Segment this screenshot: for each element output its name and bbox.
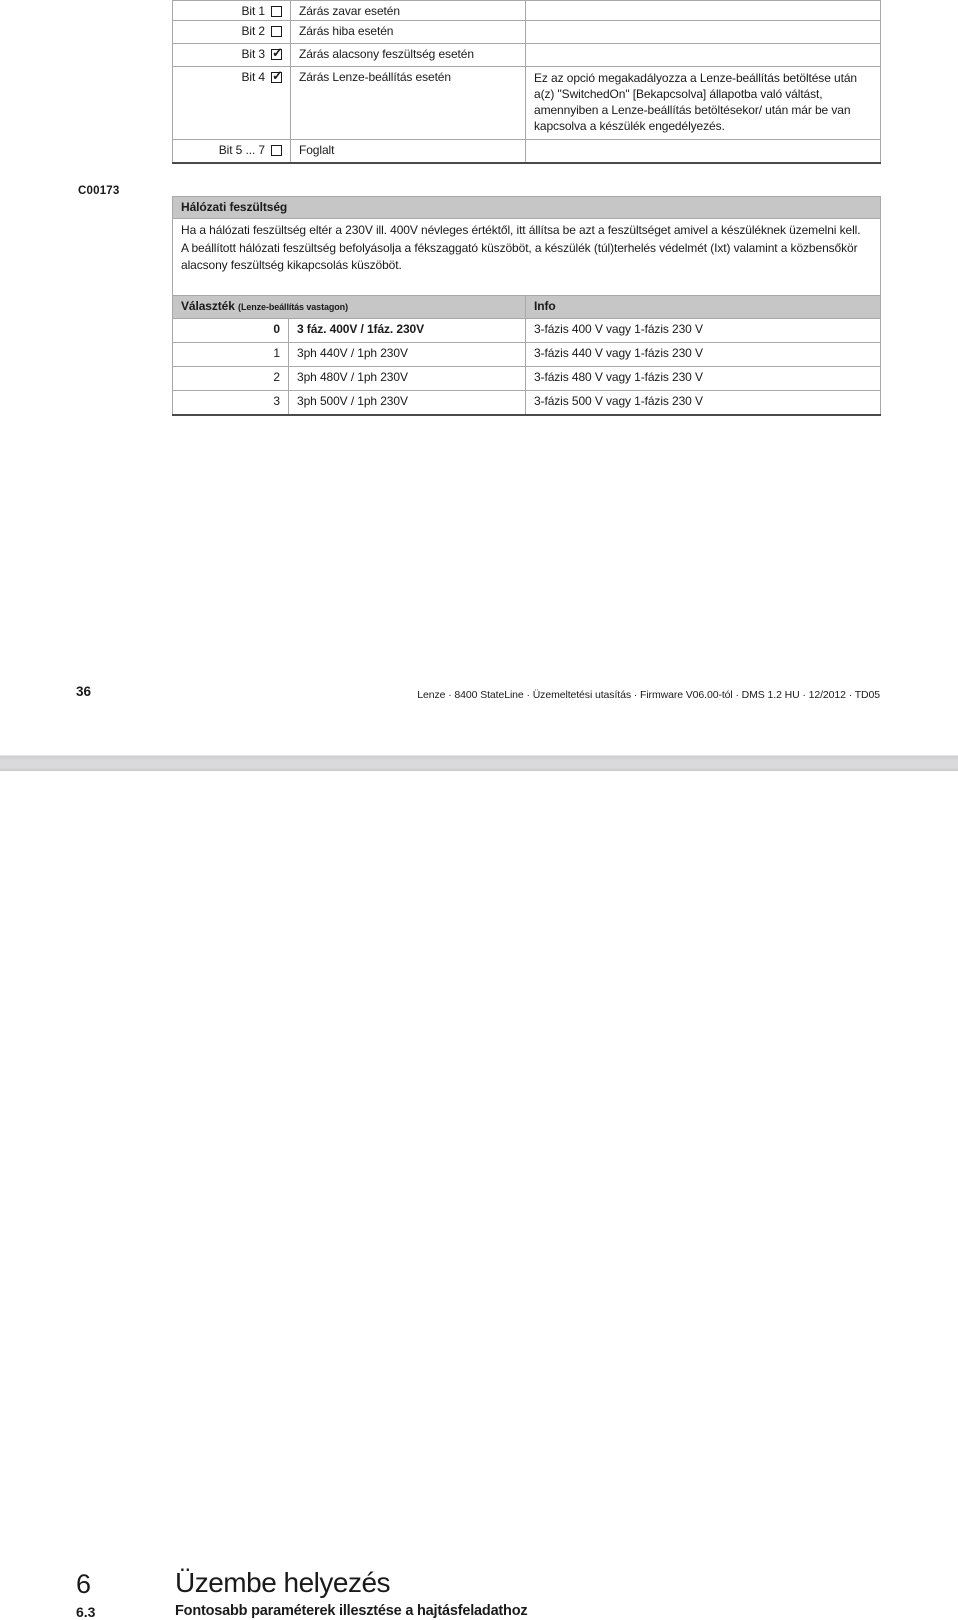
- table-description-row: [173, 219, 881, 296]
- checkbox-unchecked-icon: [271, 145, 282, 156]
- table-row: [173, 391, 881, 415]
- table-header-row: [173, 296, 881, 319]
- document-page-next: [0, 771, 958, 1620]
- column-header-note: (Lenze-beállítás vastagon): [238, 302, 348, 312]
- bit-label: Bit 5 ... 7: [218, 143, 265, 157]
- bit-info: Ez az opció megakadályozza a Lenze-beállítás betöltése után a(z) "SwitchedOn" [Bekapcsolva] állapotba való váltást, amennyiben a Lenze-beállítás betöltésekor/ után már be van kapcsolva a készülék engedélyezés.: [526, 67, 881, 140]
- checkbox-checked-icon: ✓: [272, 44, 283, 60]
- bit-label: Bit 2: [241, 24, 265, 38]
- bit-description: Zárás hiba esetén: [291, 21, 526, 44]
- table-row: [173, 67, 881, 140]
- bit-options-table: [172, 0, 881, 164]
- page-gap-separator: [0, 755, 958, 771]
- document-page-36: [0, 0, 958, 755]
- section-title: Fontosabb paraméterek illesztése a hajtásfeladathoz: [175, 1603, 528, 1619]
- choice-info: 3-fázis 480 V vagy 1-fázis 230 V: [526, 367, 881, 391]
- choice-text: 3ph 500V / 1ph 230V: [289, 391, 526, 415]
- table-row: [173, 367, 881, 391]
- table-row: [173, 1, 881, 21]
- checkbox-checked-icon: ✓: [272, 67, 283, 83]
- bit-info: [526, 44, 881, 67]
- choice-value: 3: [173, 391, 289, 415]
- bit-info: [526, 21, 881, 44]
- parameter-code-label: C00173: [78, 185, 120, 197]
- table-row: [173, 44, 881, 67]
- checkbox-unchecked-icon: [271, 6, 282, 17]
- table-title: Hálózati feszültség: [173, 197, 881, 219]
- bit-label: Bit 4: [241, 70, 265, 84]
- table-row: [173, 343, 881, 367]
- choice-info: 3-fázis 440 V vagy 1-fázis 230 V: [526, 343, 881, 367]
- choice-info: 3-fázis 400 V vagy 1-fázis 230 V: [526, 319, 881, 343]
- choice-value: 2: [173, 367, 289, 391]
- bit-description: Zárás alacsony feszültség esetén: [291, 44, 526, 67]
- choice-text: 3 fáz. 400V / 1fáz. 230V: [289, 319, 526, 343]
- choice-text: 3ph 440V / 1ph 230V: [289, 343, 526, 367]
- bit-label: Bit 3: [241, 47, 265, 61]
- table-row: [173, 21, 881, 44]
- table-row: [173, 319, 881, 343]
- checkbox-unchecked-icon: [271, 26, 282, 37]
- choice-text: 3ph 480V / 1ph 230V: [289, 367, 526, 391]
- footer-page-number: 36: [76, 684, 92, 699]
- bit-info: [526, 140, 881, 163]
- chapter-number: 6: [76, 1569, 91, 1599]
- column-header-info: Info: [526, 296, 881, 319]
- table-row: [173, 140, 881, 163]
- bit-description: Foglalt: [291, 140, 526, 163]
- bit-description: Zárás zavar esetén: [291, 1, 526, 21]
- choice-value: 1: [173, 343, 289, 367]
- chapter-title: Üzembe helyezés: [175, 1567, 391, 1598]
- bit-description: Zárás Lenze-beállítás esetén: [291, 67, 526, 140]
- choice-value: 0: [173, 319, 289, 343]
- mains-voltage-parameter-table: [172, 196, 881, 416]
- table-description: Ha a hálózati feszültség eltér a 230V ill. 400V névleges értéktől, itt állítsa be azt a feszültséget amivel a készüléknek üzemelni kell. A beállított hálózati feszültség befolyásolja a fékszaggató küszöböt, a készülék (túl)terhelés védelmét (Ixt) valamint a közbensőkör alacsony feszültség kikapcsolás küszöböt.: [173, 219, 881, 296]
- bit-info: [526, 1, 881, 21]
- footer-doc-info: Lenze · 8400 StateLine · Üzemeltetési utasítás · Firmware V06.00-tól · DMS 1.2 HU · 12/2012 · TD05: [417, 689, 880, 701]
- choice-info: 3-fázis 500 V vagy 1-fázis 230 V: [526, 391, 881, 415]
- column-header-choice: Választék (Lenze-beállítás vastagon): [173, 296, 526, 319]
- bit-label: Bit 1: [241, 4, 265, 18]
- table-title-row: [173, 197, 881, 219]
- section-number: 6.3: [76, 1604, 96, 1620]
